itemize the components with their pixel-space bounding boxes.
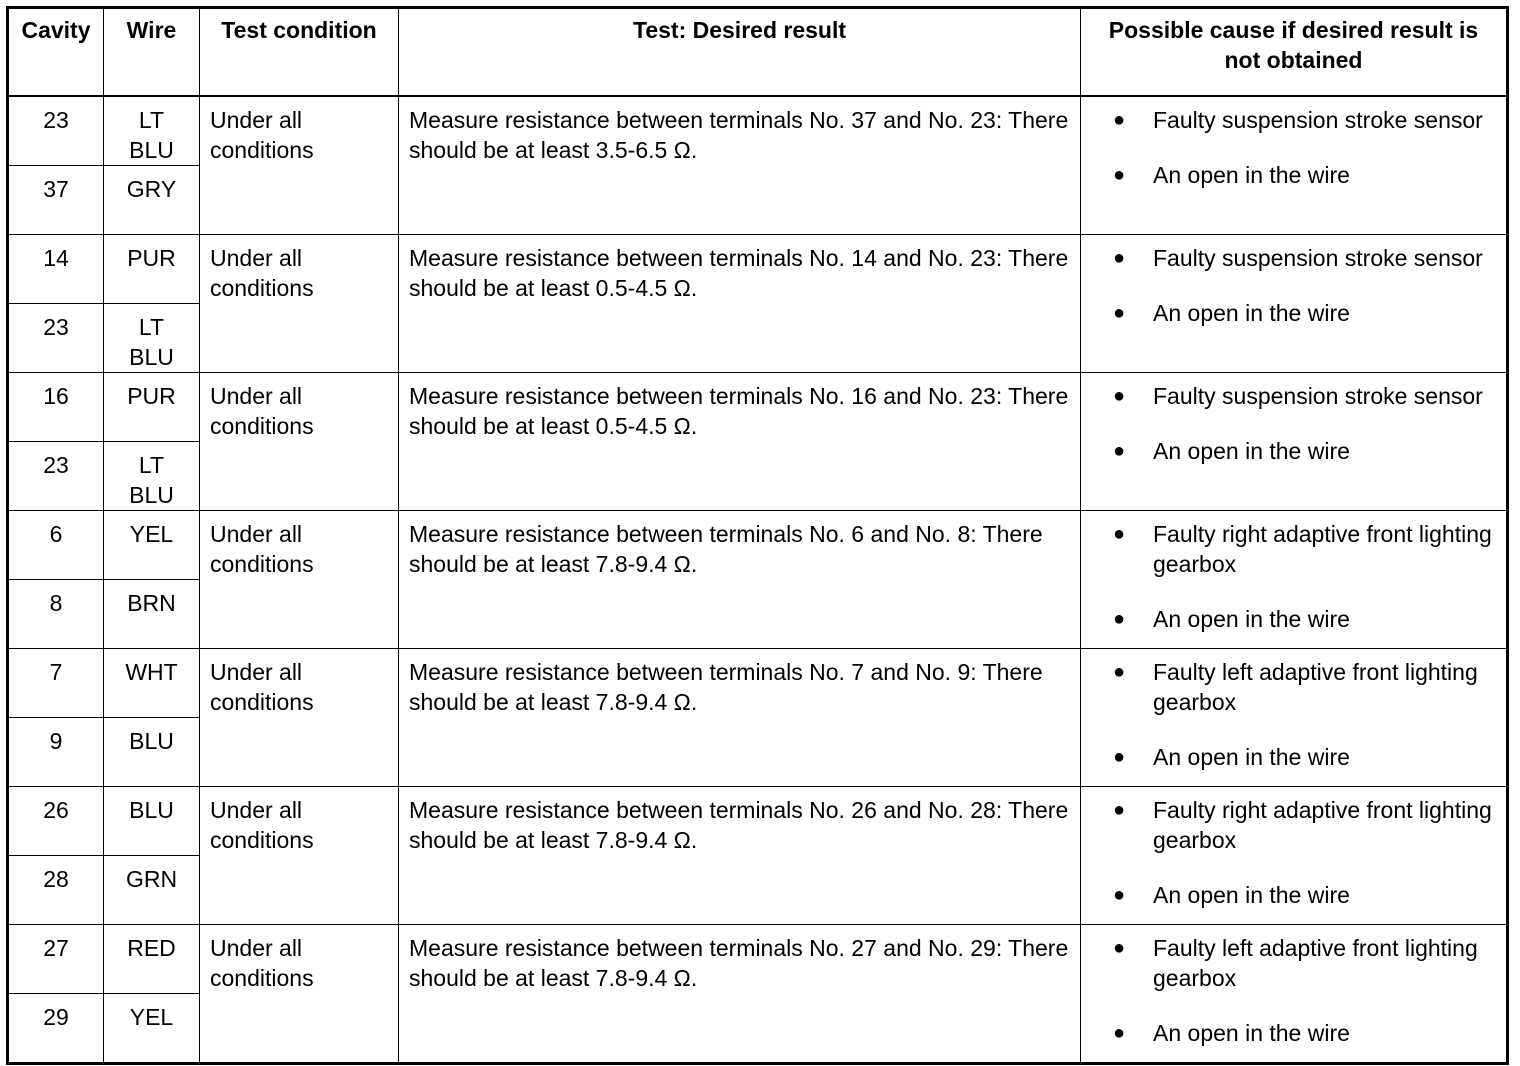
cause-item	[1113, 795, 1496, 855]
cause-item	[1113, 933, 1496, 993]
desired-result-cell: Measure resistance between terminals No. 16 and No. 23: There should be at least 0.5-4.5 Ω.	[399, 373, 1081, 511]
cavity-cell: 14	[8, 235, 104, 304]
wire-cell: YEL	[104, 994, 200, 1064]
table-row	[8, 787, 1508, 856]
table-row	[8, 96, 1508, 166]
cavity-cell: 6	[8, 511, 104, 580]
wire-cell: PUR	[104, 373, 200, 442]
cause-text: Faulty right adaptive front lighting gearbox	[1153, 521, 1492, 577]
cause-text: An open in the wire	[1153, 744, 1350, 770]
cause-text: An open in the wire	[1153, 606, 1350, 632]
bullet-icon: ●	[1113, 608, 1126, 630]
cause-item	[1113, 519, 1496, 579]
cause-item	[1113, 243, 1496, 273]
cause-text: An open in the wire	[1153, 438, 1350, 464]
cavity-cell: 37	[8, 166, 104, 235]
wire-cell: YEL	[104, 511, 200, 580]
cause-text: An open in the wire	[1153, 882, 1350, 908]
possible-cause-cell	[1081, 925, 1508, 1064]
wire-cell: LT BLU	[104, 96, 200, 166]
cavity-cell: 23	[8, 304, 104, 373]
wire-cell: BLU	[104, 718, 200, 787]
cause-item	[1113, 880, 1496, 910]
desired-result-cell: Measure resistance between terminals No. 27 and No. 29: There should be at least 7.8-9.4 Ω.	[399, 925, 1081, 1064]
test-condition-cell: Under all conditions	[200, 373, 399, 511]
wire-cell: RED	[104, 925, 200, 994]
cause-item	[1113, 298, 1496, 328]
header-row	[8, 8, 1508, 97]
cause-list	[1091, 381, 1496, 466]
possible-cause-cell	[1081, 511, 1508, 649]
bullet-icon: ●	[1113, 937, 1126, 959]
cavity-cell: 23	[8, 96, 104, 166]
bullet-icon: ●	[1113, 385, 1126, 407]
test-condition-cell: Under all conditions	[200, 925, 399, 1064]
cause-text: Faulty suspension stroke sensor	[1153, 245, 1483, 271]
header-cavity: Cavity	[8, 8, 104, 97]
cavity-cell: 27	[8, 925, 104, 994]
bullet-icon: ●	[1113, 302, 1126, 324]
bullet-icon: ●	[1113, 440, 1126, 462]
wire-cell: GRY	[104, 166, 200, 235]
table-row	[8, 649, 1508, 718]
cavity-cell: 9	[8, 718, 104, 787]
bullet-icon: ●	[1113, 746, 1126, 768]
wire-cell: GRN	[104, 856, 200, 925]
bullet-icon: ●	[1113, 661, 1126, 683]
wire-cell: PUR	[104, 235, 200, 304]
bullet-icon: ●	[1113, 247, 1126, 269]
cause-text: Faulty suspension stroke sensor	[1153, 383, 1483, 409]
desired-result-cell: Measure resistance between terminals No. 26 and No. 28: There should be at least 7.8-9.4 Ω.	[399, 787, 1081, 925]
wire-cell: WHT	[104, 649, 200, 718]
cause-item	[1113, 742, 1496, 772]
test-condition-cell: Under all conditions	[200, 511, 399, 649]
possible-cause-cell	[1081, 235, 1508, 373]
table-row	[8, 235, 1508, 304]
bullet-icon: ●	[1113, 523, 1126, 545]
bullet-icon: ●	[1113, 164, 1126, 186]
cause-text: Faulty right adaptive front lighting gearbox	[1153, 797, 1492, 853]
cause-item	[1113, 436, 1496, 466]
bullet-icon: ●	[1113, 799, 1126, 821]
table-body	[8, 96, 1508, 1064]
possible-cause-cell	[1081, 373, 1508, 511]
cause-text: An open in the wire	[1153, 1020, 1350, 1046]
cause-text: Faulty left adaptive front lighting gearbox	[1153, 935, 1478, 991]
cause-list	[1091, 105, 1496, 190]
cause-item	[1113, 657, 1496, 717]
cause-item	[1113, 1018, 1496, 1048]
wire-cell: LT BLU	[104, 304, 200, 373]
header-wire: Wire	[104, 8, 200, 97]
bullet-icon: ●	[1113, 884, 1126, 906]
cause-list	[1091, 795, 1496, 910]
wire-cell: BLU	[104, 787, 200, 856]
cause-item	[1113, 105, 1496, 135]
header-possible-cause: Possible cause if desired result is not obtained	[1081, 8, 1508, 97]
cause-text: Faulty suspension stroke sensor	[1153, 107, 1483, 133]
cavity-cell: 8	[8, 580, 104, 649]
cause-item	[1113, 160, 1496, 190]
table-row	[8, 373, 1508, 442]
possible-cause-cell	[1081, 649, 1508, 787]
cause-text: An open in the wire	[1153, 300, 1350, 326]
header-desired-result: Test: Desired result	[399, 8, 1081, 97]
wiring-test-table	[6, 6, 1509, 1065]
desired-result-cell: Measure resistance between terminals No. 14 and No. 23: There should be at least 0.5-4.5 Ω.	[399, 235, 1081, 373]
cavity-cell: 7	[8, 649, 104, 718]
cavity-cell: 28	[8, 856, 104, 925]
cavity-cell: 23	[8, 442, 104, 511]
test-condition-cell: Under all conditions	[200, 235, 399, 373]
table-row	[8, 925, 1508, 994]
desired-result-cell: Measure resistance between terminals No. 7 and No. 9: There should be at least 7.8-9.4 Ω.	[399, 649, 1081, 787]
cause-text: An open in the wire	[1153, 162, 1350, 188]
cause-list	[1091, 519, 1496, 634]
test-condition-cell: Under all conditions	[200, 96, 399, 235]
table-row	[8, 511, 1508, 580]
bullet-icon: ●	[1113, 1022, 1126, 1044]
header-test-condition: Test condition	[200, 8, 399, 97]
cause-item	[1113, 381, 1496, 411]
test-condition-cell: Under all conditions	[200, 649, 399, 787]
cause-list	[1091, 657, 1496, 772]
cause-item	[1113, 604, 1496, 634]
cavity-cell: 29	[8, 994, 104, 1064]
desired-result-cell: Measure resistance between terminals No. 37 and No. 23: There should be at least 3.5-6.5 Ω.	[399, 96, 1081, 235]
desired-result-cell: Measure resistance between terminals No. 6 and No. 8: There should be at least 7.8-9.4 Ω.	[399, 511, 1081, 649]
cause-text: Faulty left adaptive front lighting gearbox	[1153, 659, 1478, 715]
cavity-cell: 26	[8, 787, 104, 856]
wire-cell: BRN	[104, 580, 200, 649]
bullet-icon: ●	[1113, 109, 1126, 131]
cause-list	[1091, 933, 1496, 1048]
possible-cause-cell	[1081, 96, 1508, 235]
wire-cell: LT BLU	[104, 442, 200, 511]
cavity-cell: 16	[8, 373, 104, 442]
possible-cause-cell	[1081, 787, 1508, 925]
test-condition-cell: Under all conditions	[200, 787, 399, 925]
cause-list	[1091, 243, 1496, 328]
